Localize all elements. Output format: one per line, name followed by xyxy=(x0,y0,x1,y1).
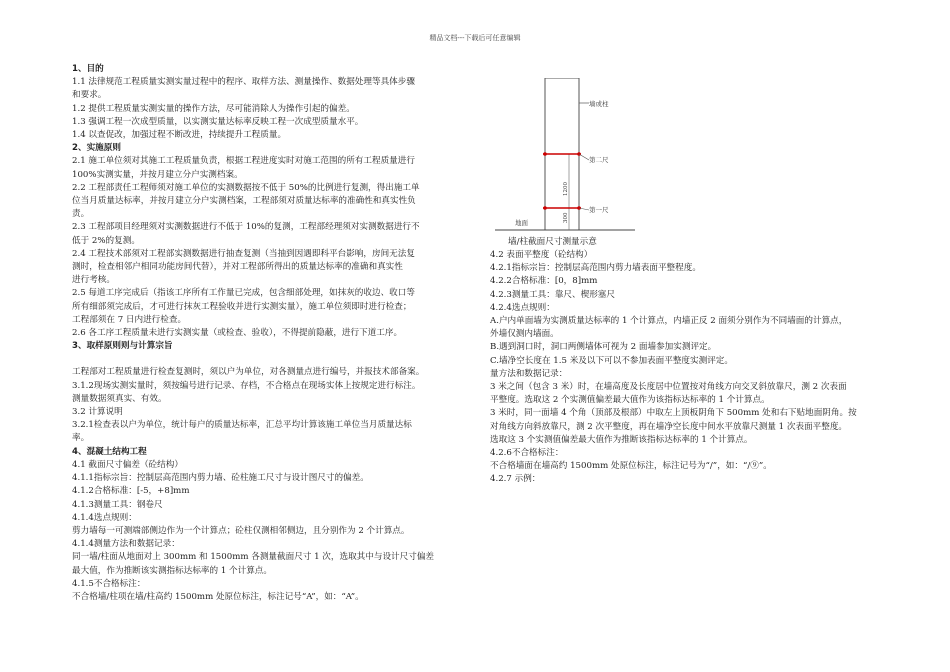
text-line: 3.2 计算说明 xyxy=(72,407,123,418)
text-line: C.墙净空长度在 1.5 米及以下可以不参加表面平整度实测评定。 xyxy=(490,355,733,366)
text-line: 4.2.4选点规则： xyxy=(490,302,555,313)
text-line: 剪力墙每一可测端部侧边作为一个计算点；砼柱仅测相邻侧边，且分别作为 2 个计算点。 xyxy=(72,525,410,536)
text-line: 低于 2%的复测。 xyxy=(72,235,140,246)
text-line: 2.6 各工序工程质量未进行实测实量（或检查、验收），不得提前隐蔽，进行下道工序。 xyxy=(72,328,403,339)
text-line: 所有细部须完成后，才可进行抹灰工程验收并进行实测实量），施工单位须即时进行检查； xyxy=(72,301,412,312)
text-line: 2.3 工程部项目经理须对实测数据进行不低于 10%的复测，工程部经理须对实测数据进行不 xyxy=(72,222,420,233)
left-column xyxy=(72,63,460,604)
text-line: 4.1.4测量方法和数据记录： xyxy=(72,539,180,550)
text-line: 4.1.4选点规则： xyxy=(72,512,137,523)
dimension-300-label: 300 xyxy=(563,212,569,223)
second-measure-left-dot xyxy=(543,152,547,156)
text-line: 量方法和数据记录： xyxy=(490,368,568,379)
wall-label: 墙或柱 xyxy=(589,100,609,108)
text-line: 最大值，作为推断该实测指标达标率的 1 个计算点。 xyxy=(72,565,272,576)
text-line: 测时，检查相邻户相同功能房间代替），并对工程部所得出的质量达标率的准确和真实性 xyxy=(72,262,403,273)
text-line: 4.2 表面平整度（砼结构） xyxy=(490,250,593,260)
text-line: 工程部须在 7 日内进行检查。 xyxy=(72,314,187,325)
text-line: 4.2.3测量工具：靠尺、楔形塞尺 xyxy=(490,289,615,300)
text-line: 3 米之间（包含 3 米）时，在墙高度及长度居中位置按对角线方向交叉斜放靠尺，测 2 次表面 xyxy=(490,382,847,393)
text-line: 率。 xyxy=(72,433,90,444)
text-line: 4.1.3测量工具：钢卷尺 xyxy=(72,499,163,510)
text-line: 平整度。选取这 2 个实测值偏差最大值作为该指标达标率的 1 个计算点。 xyxy=(490,395,770,406)
text-line: 和要求。 xyxy=(72,90,107,101)
text-line: 1.1 法律规范工程质量实测实量过程中的程序、取样方法、测量操作、数据处理等具体步骤 xyxy=(72,77,415,88)
figure-caption: 墙/柱截面尺寸测量示意 xyxy=(508,237,597,247)
second-measure-label: 第二尺 xyxy=(589,156,609,164)
text-line: 4.1.5不合格标注： xyxy=(72,578,146,589)
text-line: A.户内单面墙为实测质量达标率的 1 个计算点，内墙正反 2 面须分别作为不同墙面的计算点， xyxy=(490,316,848,327)
spacer xyxy=(72,353,460,366)
dimension-1200-label: 1200 xyxy=(563,182,569,196)
text-line: 1.2 提供工程质量实测实量的操作方法，尽可能消除人为操作引起的偏差。 xyxy=(72,103,355,114)
text-line: 选取这 3 个实测值偏差最大值作为推断该指标达标率的 1 个计算点。 xyxy=(490,434,753,445)
text-line: 3.2.1检查表以户为单位，统计每户的质量达标率，汇总平均计算该施工单位当月质量达标 xyxy=(72,420,412,431)
text-line: B.遇到洞口时，洞口两侧墙体可视为 2 面墙参加实测评定。 xyxy=(490,342,717,353)
text-line: 工程部对工程质量进行检查复测时，须以户为单位，对各测量点进行编号，并报技术部备案。 xyxy=(72,367,425,378)
section-heading: 4、混凝土结构工程 xyxy=(72,446,147,457)
text-line: 4.2.7 示例： xyxy=(490,474,541,485)
wall-section-figure xyxy=(485,78,645,238)
text-line: 4.1 截面尺寸偏差（砼结构） xyxy=(72,459,183,470)
text-line: 进行考核。 xyxy=(72,275,115,286)
section-heading: 2、实施原则 xyxy=(72,143,121,154)
text-line: 4.1.2合格标准：[-5，+8]mm xyxy=(72,486,190,497)
first-measure-label: 第一尺 xyxy=(589,206,609,214)
page-header: 精品文档---下载后可任意编辑 xyxy=(429,34,521,42)
text-line: 2.2 工程部责任工程师须对施工单位的实测数据按不低于 50%的比例进行复测，得出施工单 xyxy=(72,182,420,193)
text-line: 对角线方向斜放靠尺，测 2 次平整度，再在墙净空长度中间水平放靠尺测量 1 次表面平整度。 xyxy=(490,421,848,432)
text-line: 4.2.6不合格标注： xyxy=(490,448,564,459)
text-line: 4.1.1指标宗旨：控制层高范围内剪力墙、砼柱施工尺寸与设计图尺寸的偏差。 xyxy=(72,473,369,484)
first-measure-left-dot xyxy=(543,206,547,210)
text-line: 测量数据须真实、有效。 xyxy=(72,393,167,404)
text-line: 2.5 每道工序完成后（指该工序所有工作量已完成，包含细部处理，如抹灰的收边、收口等 xyxy=(72,288,415,299)
section-heading: 3、取样原则则与计算宗旨 xyxy=(72,341,173,352)
text-line: 外墙仅测内墙面。 xyxy=(490,329,559,340)
text-line: 4.2.1指标宗旨：控制层高范围内剪力墙表面平整程度。 xyxy=(490,263,701,274)
text-line: 2.4 工程技术部须对工程部实测数据进行抽查复测（当抽到因遇即科平台影响，房间无法复 xyxy=(72,248,415,259)
text-line: 同一墙/柱面从地面对上 300mm 和 1500mm 各测量截面尺寸 1 次，选取其中与设计尺寸偏差 xyxy=(72,552,435,563)
text-line: 1.3 强调工程一次成型质量，以实测实量达标率反映工程一次成型质量水平。 xyxy=(72,116,364,127)
section-heading: 1、目的 xyxy=(72,64,104,74)
second-leader-line xyxy=(579,154,589,160)
right-column xyxy=(490,249,905,487)
text-line: 3.1.2现场实测实量时，须按编号进行记录、存档，不合格点在现场实体上按规定进行标注。 xyxy=(72,380,421,391)
text-line: 4.2.2合格标准：[0，8]mm xyxy=(490,276,598,287)
text-line: 3 米时，同一面墙 4 个角（顶部及根部）中取左上顶板阴角下 500mm 处和右下贴地面阴角。按 xyxy=(490,408,857,419)
text-line: 责。 xyxy=(72,209,90,220)
text-line: 1.4 以查促改，加强过程不断改进，持续提升工程质量。 xyxy=(72,130,287,141)
text-line: 2.1 施工单位须对其施工工程质量负责，根据工程进度实时对施工范围的所有工程质量进行 xyxy=(72,156,415,167)
first-leader-line xyxy=(579,208,589,210)
ground-label: 地面 xyxy=(515,219,528,227)
text-line: 100%实测实量，并按月建立分户实测档案。 xyxy=(72,169,243,180)
text-line: 不合格墙/柱项在墙/柱高约 1500mm 处原位标注，标注记号“A”，如：“A”。 xyxy=(72,591,364,602)
text-line: 不合格墙面在墙高约 1500mm 处原位标注，标注记号为“/”，如：“/⑨”。 xyxy=(490,461,772,472)
text-line: 位当月质量达标率，并按月建立分户实测档案，工程部须对质量达标率的准确性和真实性负 xyxy=(72,196,416,207)
